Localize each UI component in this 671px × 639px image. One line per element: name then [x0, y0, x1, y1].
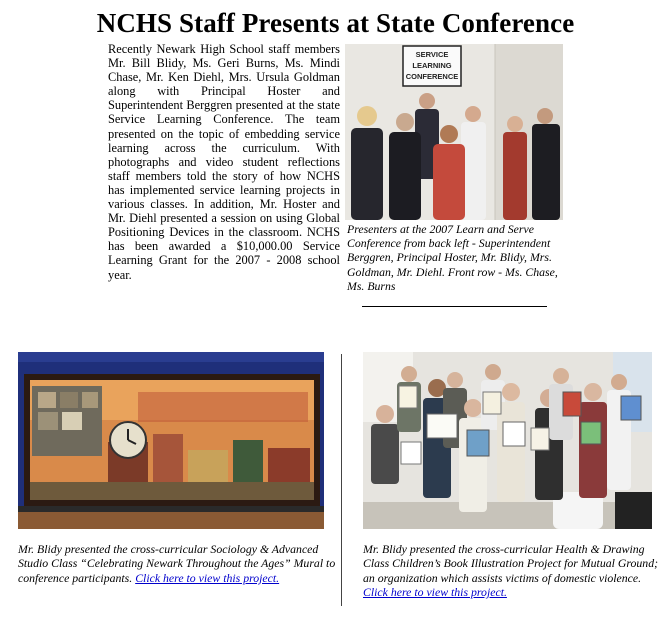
staff-group-photo — [345, 44, 563, 220]
books-project-link[interactable]: Click here to view this project. — [363, 585, 507, 600]
mural-photo[interactable] — [18, 352, 324, 529]
column-divider — [341, 354, 342, 606]
caption-divider-line — [362, 306, 547, 307]
conference-sign — [403, 46, 461, 86]
sign-line-3: CONFERENCE — [405, 72, 459, 81]
mural-project-link[interactable]: Click here to view this project. — [135, 570, 280, 585]
sign-line-2: LEARNING — [412, 61, 452, 70]
sign-line-1: SERVICE — [415, 50, 449, 59]
article-body: Recently Newark High School staff members Mr. Bill Blidy, Ms. Geri Burns, Ms. Mindi Chase, Mr. Ken Diehl, Mrs. Ursula Goldman along with Principal Hoster and Superintendent Berggren presented at the state Service Learning Conference. The team presented on the topic of embedding service learning across the curriculum. With photographs and video student reflections staff members told the story of how NCHS has implemented service learning projects in various classes. In addition, Mr. Hoster and Mr. Diehl presented a session on using Global Positioning Devices in the classroom. NCHS has been awarded a $10,000.00 Service Learning Grant for the 2007 - 2008 school year. — [108, 42, 340, 282]
headline: NCHS Staff Presents at State Conference — [96, 8, 575, 38]
mural-caption-text: Mr. Blidy presented the cross-curricular Sociology & Advanced Studio Class “Celebrating Newark Throughout the Ages” Mural to conference participants. — [18, 542, 336, 585]
books-caption — [363, 542, 663, 600]
staff-photo-caption: Presenters at the 2007 Learn and Serve Conference from back left - Superintendent Berggren, Principal Hoster, Mr. Blidy, Mrs. Goldman, Mr. Diehl. Front row - Ms. Chase, Ms. Burns — [347, 222, 558, 293]
mural-caption — [18, 542, 336, 585]
books-caption-text: Mr. Blidy presented the cross-curricular Health & Drawing Class Children’s Book Illustration Project for Mutual Ground; an organization which assists victims of domestic violence. — [363, 542, 659, 585]
students-books-photo[interactable] — [363, 352, 652, 529]
